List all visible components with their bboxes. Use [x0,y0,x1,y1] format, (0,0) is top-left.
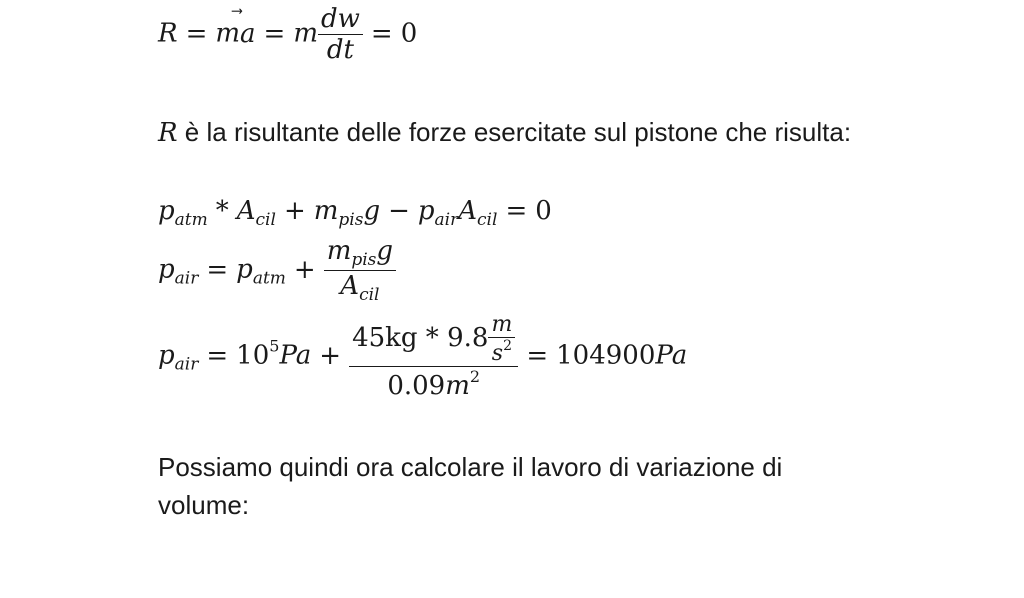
equation-p-air-value: $p_{air} = 10^5Pa$ + 45kg * 9.8 $\frac{m}{s^2}$ $0.09m^2$ = 104900Pa [158,312,688,401]
fraction-mg-over-A: $\frac{m_{pis}g}{A_{cil}}$ [324,236,396,305]
paragraph-resultant: R è la risultante delle forze esercitate sul pistone che risulta: [158,117,852,148]
equation-newton: R = ma ⃗ = m $\frac{dw}{dt}$ = 0 [158,4,417,65]
equation-p-air-formula: $p_{air} = p_{atm}$ + $\frac{m_{pis}g}{A_{cil}}$ [158,236,396,305]
fraction-numeric: 45kg * 9.8 $\frac{m}{s^2}$ $0.09m^2$ [349,312,518,401]
symbol-R: R [158,18,178,49]
fraction-dw-dt: $\frac{dw}{dt}$ [318,4,363,65]
equation-force-balance: $p_{atm} * A_{cil} + m_{pis}g - p_{air}A_{cil} = 0$ [158,196,552,230]
vector-a: a ⃗ [240,19,256,49]
paragraph-work: Possiamo quindi ora calcolare il lavoro di variazione di volume: [158,452,783,520]
fraction-m-over-s2: $\frac{m}{s^2}$ [488,312,515,366]
